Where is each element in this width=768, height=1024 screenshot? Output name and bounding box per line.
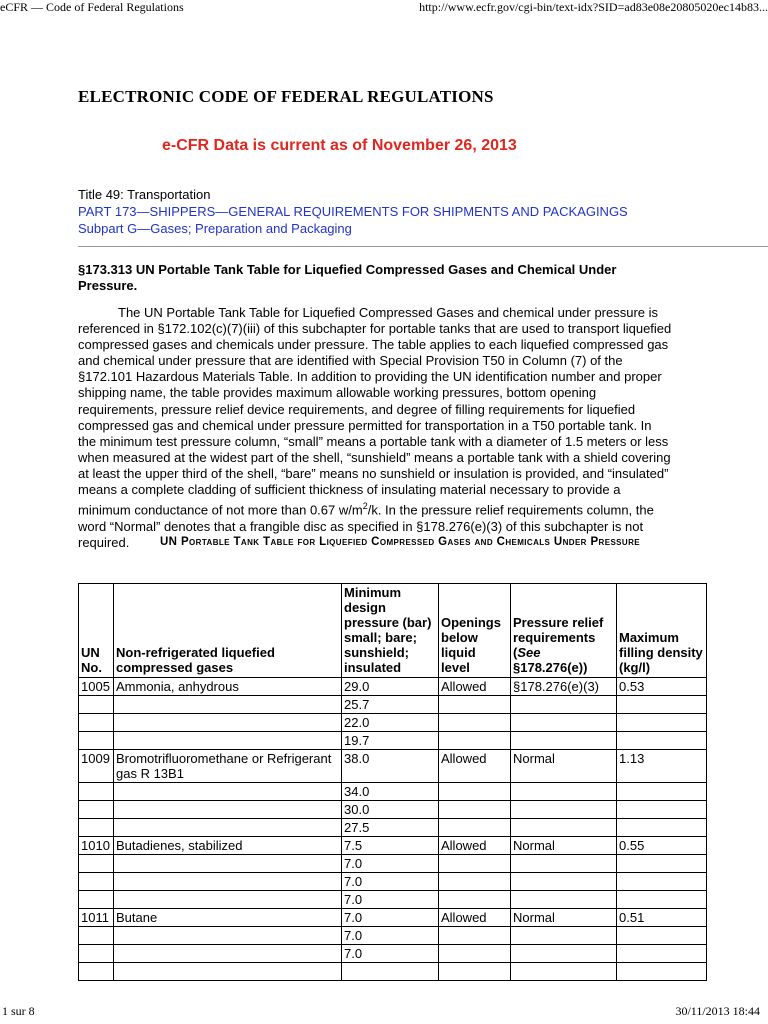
cell-pressure: 7.5 — [342, 837, 439, 855]
cell-un-no — [79, 714, 114, 732]
cell-un-no: 1011 — [79, 909, 114, 927]
cell-name: Ammonia, anhydrous — [114, 678, 342, 696]
cell-density — [617, 819, 707, 837]
cell-un-no — [79, 891, 114, 909]
header-relief-text: Pressure relief requirements ( — [513, 615, 604, 660]
cell-openings — [439, 801, 511, 819]
cell-openings — [439, 696, 511, 714]
cell-un-no — [79, 855, 114, 873]
cell-openings — [439, 891, 511, 909]
cell-relief: §178.276(e)(3) — [511, 678, 617, 696]
table-row — [79, 750, 707, 783]
cell-relief — [511, 732, 617, 750]
cell-openings: Allowed — [439, 837, 511, 855]
table-row — [79, 819, 707, 837]
cell-un-no — [79, 963, 114, 981]
cell-name — [114, 927, 342, 945]
print-header — [0, 0, 768, 18]
cell-relief: Normal — [511, 909, 617, 927]
cell-name — [114, 801, 342, 819]
cell-density — [617, 732, 707, 750]
cell-pressure: 7.0 — [342, 855, 439, 873]
cell-un-no — [79, 945, 114, 963]
table-row — [79, 855, 707, 873]
header-relief-see: See — [517, 645, 541, 660]
cell-relief: Normal — [511, 750, 617, 783]
body-paragraph — [78, 305, 673, 551]
table-row — [79, 909, 707, 927]
cell-name — [114, 945, 342, 963]
page-title: ELECTRONIC CODE OF FEDERAL REGULATIONS — [78, 87, 494, 106]
cell-pressure: 7.0 — [342, 891, 439, 909]
cell-pressure: 7.0 — [342, 927, 439, 945]
cell-name: Bromotrifluoromethane or Refrigerant gas R 13B1 — [114, 750, 342, 783]
cell-relief — [511, 945, 617, 963]
cell-un-no — [79, 732, 114, 750]
table-row — [79, 891, 707, 909]
cell-density: 0.55 — [617, 837, 707, 855]
table-row — [79, 783, 707, 801]
header-density: Maximum filling density (kg/l) — [617, 584, 707, 678]
table-caption: UN Portable Tank Table for Liquefied Compressed Gases and Chemicals Under Pressure — [159, 536, 641, 548]
header-openings: Openings below liquid level — [439, 584, 511, 678]
cell-name — [114, 855, 342, 873]
page-number: 1 sur 8 — [2, 1004, 35, 1018]
header-un-no: UN No. — [79, 584, 114, 678]
body-text-1: The UN Portable Tank Table for Liquefied Compressed Gases and chemical under pressure is referenced in §172.102(c)(7)(iii) of this subchapter for portable tanks that are used to transport liquefied compressed gases and chemicals under pressure. The table applies to each liquefied compressed gas and chemical under pressure that are identified with Special Provision T50 in Column (7) of the §172.101 Hazardous Materials Table. In addition to providing the UN identification number and proper shipping name, the table provides maximum allowable working pressures, bottom opening requirements, pressure relief device requirements, and degree of filling requirements for liquefied compressed gas and chemical under pressure permitted for transportation in a T50 portable tank. In the minimum test pressure column, “small” means a portable tank with a diameter of 1.5 meters or less when measured at the widest part of the shell, “sunshield” means a portable tank with a shield covering at least the upper third of the shell, “bare” means no sunshield or insulation is provided, and “insulated” means a complete cladding of sufficient thickness of insulating material necessary to provide a minimum conductance of not more than 0.67 w/m — [78, 305, 672, 518]
header-min-pressure: Minimum design pressure (bar) small; bare; sunshield; insulated — [342, 584, 439, 678]
section-heading: §173.313 UN Portable Tank Table for Liquefied Compressed Gases and Chemical Under Pressure. — [78, 262, 617, 293]
header-name: Non-refrigerated liquefied compressed gases — [114, 584, 342, 678]
cell-un-no — [79, 801, 114, 819]
cell-pressure: 34.0 — [342, 783, 439, 801]
cell-relief — [511, 891, 617, 909]
cell-openings — [439, 714, 511, 732]
currency-notice: e-CFR Data is current as of November 26, 2013 — [162, 137, 517, 154]
cell-pressure: 29.0 — [342, 678, 439, 696]
cell-relief — [511, 801, 617, 819]
cell-un-no — [79, 873, 114, 891]
cell-un-no: 1009 — [79, 750, 114, 783]
part-link[interactable]: PART 173—SHIPPERS—GENERAL REQUIREMENTS FOR SHIPMENTS AND PACKAGINGS — [78, 204, 628, 219]
cell-pressure — [342, 963, 439, 981]
cell-density — [617, 873, 707, 891]
cell-relief — [511, 963, 617, 981]
cell-un-no: 1005 — [79, 678, 114, 696]
title-label: Title 49: Transportation — [78, 187, 211, 202]
cell-relief — [511, 714, 617, 732]
cell-pressure: 7.0 — [342, 873, 439, 891]
cell-name — [114, 891, 342, 909]
cell-name — [114, 963, 342, 981]
cell-density — [617, 696, 707, 714]
cell-pressure: 7.0 — [342, 909, 439, 927]
cell-relief — [511, 927, 617, 945]
cell-relief — [511, 819, 617, 837]
table-row — [79, 801, 707, 819]
print-timestamp: 30/11/2013 18:44 — [675, 1004, 760, 1018]
table-row — [79, 837, 707, 855]
cell-name: Butadienes, stabilized — [114, 837, 342, 855]
cell-openings — [439, 927, 511, 945]
cell-un-no: 1010 — [79, 837, 114, 855]
cell-density: 0.51 — [617, 909, 707, 927]
cell-density — [617, 855, 707, 873]
table-row — [79, 732, 707, 750]
cell-pressure: 30.0 — [342, 801, 439, 819]
cell-pressure: 7.0 — [342, 945, 439, 963]
cell-relief — [511, 783, 617, 801]
cell-openings — [439, 783, 511, 801]
cell-pressure: 25.7 — [342, 696, 439, 714]
table-header-row — [79, 584, 707, 678]
header-relief — [511, 584, 617, 678]
cell-pressure: 38.0 — [342, 750, 439, 783]
cell-pressure: 22.0 — [342, 714, 439, 732]
table-row — [79, 678, 707, 696]
body-superscript: 2 — [362, 501, 368, 512]
cell-openings: Allowed — [439, 909, 511, 927]
divider — [78, 246, 768, 247]
cell-density: 1.13 — [617, 750, 707, 783]
cell-name — [114, 732, 342, 750]
cell-relief — [511, 873, 617, 891]
table-row — [79, 714, 707, 732]
cell-openings — [439, 873, 511, 891]
cell-relief: Normal — [511, 837, 617, 855]
cell-un-no — [79, 783, 114, 801]
cell-density — [617, 927, 707, 945]
cell-openings — [439, 819, 511, 837]
un-portable-tank-table — [78, 583, 707, 981]
cell-openings: Allowed — [439, 678, 511, 696]
table-row — [79, 963, 707, 981]
cell-density — [617, 801, 707, 819]
cell-openings — [439, 855, 511, 873]
cell-name — [114, 696, 342, 714]
table-row — [79, 873, 707, 891]
cell-un-no — [79, 927, 114, 945]
cell-pressure: 27.5 — [342, 819, 439, 837]
cell-pressure: 19.7 — [342, 732, 439, 750]
cell-openings — [439, 945, 511, 963]
cell-name — [114, 783, 342, 801]
cell-name — [114, 873, 342, 891]
cell-un-no — [79, 819, 114, 837]
cell-density — [617, 714, 707, 732]
body-text-2: /k. In the pressure relief requirements column, the word “Normal” denotes that a frangible disc as specified in §178.276(e)(3) of this subchapter is not required. — [78, 502, 654, 550]
cell-density: 0.53 — [617, 678, 707, 696]
cell-density — [617, 891, 707, 909]
cell-name — [114, 819, 342, 837]
print-header-title: eCFR — Code of Federal Regulations — [0, 0, 184, 14]
cell-openings: Allowed — [439, 750, 511, 783]
cell-un-no — [79, 696, 114, 714]
cell-openings — [439, 963, 511, 981]
header-relief-ref: §178.276(e)) — [513, 660, 588, 675]
cell-density — [617, 963, 707, 981]
cell-relief — [511, 855, 617, 873]
print-header-url: http://www.ecfr.gov/cgi-bin/text-idx?SID=ad83e08e20805020ec14b83... — [419, 0, 768, 14]
cell-name — [114, 714, 342, 732]
print-footer — [0, 1004, 768, 1020]
breadcrumb — [78, 186, 628, 237]
cell-density — [617, 945, 707, 963]
subpart-link[interactable]: Subpart G—Gases; Preparation and Packaging — [78, 221, 352, 236]
cell-name: Butane — [114, 909, 342, 927]
cell-openings — [439, 732, 511, 750]
table-row — [79, 945, 707, 963]
table-row — [79, 927, 707, 945]
cell-relief — [511, 696, 617, 714]
table-row — [79, 696, 707, 714]
cell-density — [617, 783, 707, 801]
